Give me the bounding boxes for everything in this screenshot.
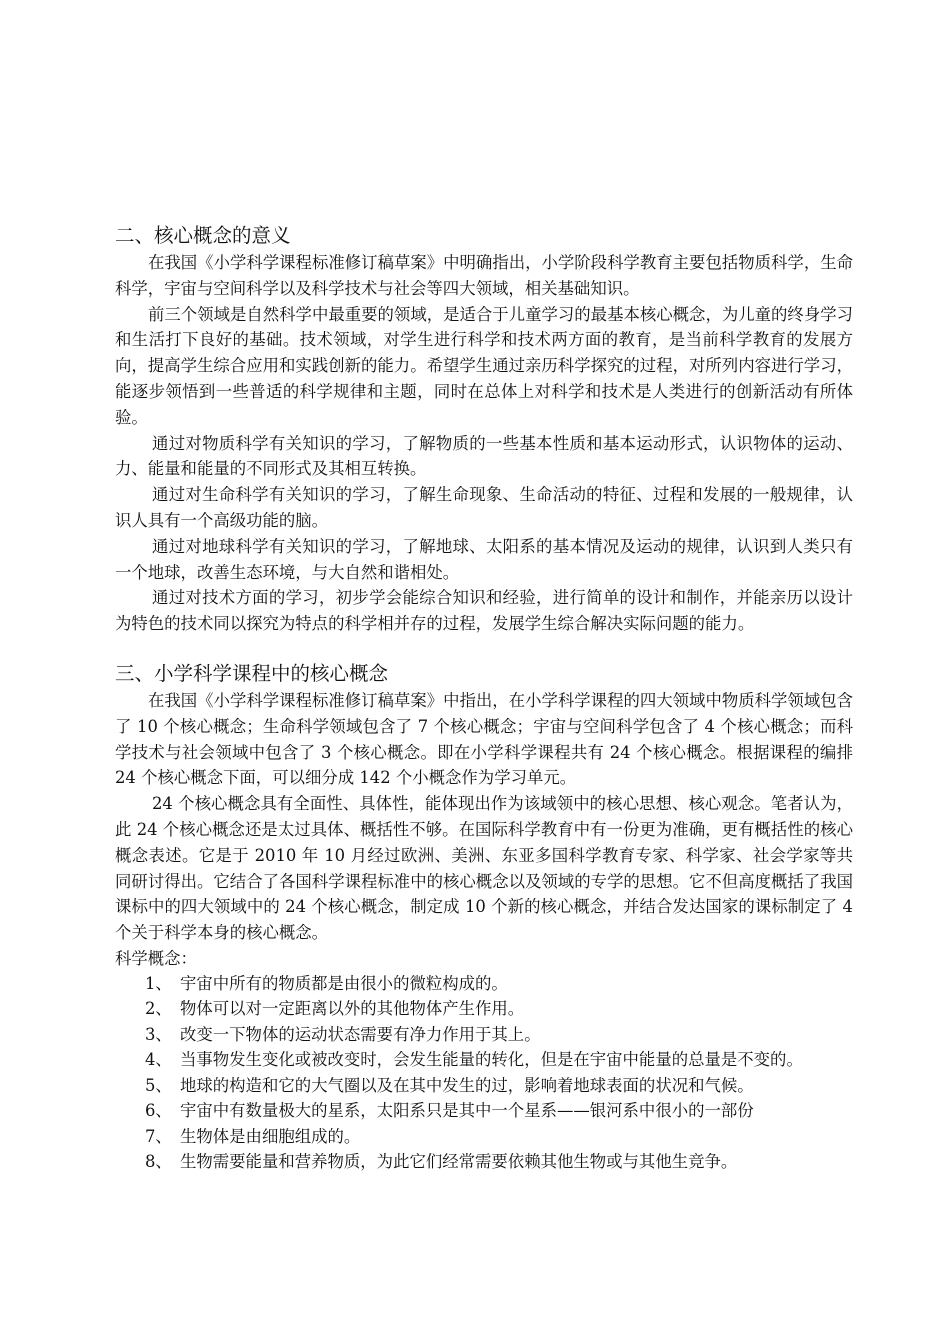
list-item-number: 2、 — [145, 999, 172, 1019]
section-2-paragraph-2: 前三个领域是自然科学中最重要的领域，是适合于儿童学习的最基本核心概念，为儿童的终身学习和生活打下良好的基础。技术领域，对学生进行科学和技术两方面的教育，是当前科学教育的发展方向，提高学生综合应用和实践创新的能力。希望学生通过亲历科学探究的过程，对所列内容进行学习，能逐步领悟到一些普适的科学规律和主题，同时在总体上对科学和技术是人类进行的创新活动有所体验。 — [115, 304, 853, 427]
list-item — [115, 1149, 853, 1175]
list-item-number: 6、 — [145, 1101, 172, 1121]
list-item-number: 5、 — [145, 1075, 172, 1095]
section-2-paragraph-3: 通过对物质科学有关知识的学习，了解物质的一些基本性质和基本运动形式，认识物体的运动、力、能量和能量的不同形式及其相互转换。 — [115, 433, 853, 479]
list-item-number: 1、 — [145, 973, 172, 993]
list-item-text: 宇宙中有数量极大的星系，太阳系只是其中一个星系——银河系中很小的一部份 — [180, 1101, 754, 1121]
section-2-paragraph-4: 通过对生命科学有关知识的学习，了解生命现象、生命活动的特征、过程和发展的一般规律，认识人具有一个高级功能的脑。 — [115, 485, 853, 530]
list-item-text: 地球的构造和它的大气圈以及在其中发生的过，影响着地球表面的状况和气候。 — [180, 1075, 754, 1095]
section-3-heading: 三、小学科学课程中的核心概念 — [115, 661, 389, 685]
list-item-text: 生物体是由细胞组成的。 — [180, 1126, 361, 1146]
list-item — [115, 1098, 853, 1124]
list-item-number: 3、 — [145, 1024, 172, 1044]
science-concepts-label: 科学概念： — [115, 948, 197, 968]
list-item-text: 当事物发生变化或被改变时，会发生能量的转化，但是在宇宙中能量的总量是不变的。 — [180, 1050, 803, 1070]
document-body — [115, 222, 853, 1175]
list-item-text: 物体可以对一定距离以外的其他物体产生作用。 — [180, 999, 525, 1019]
list-item-number: 4、 — [145, 1050, 172, 1070]
list-item — [115, 1022, 853, 1048]
section-2-paragraph-1: 在我国《小学科学课程标准修订稿草案》中明确指出，小学阶段科学教育主要包括物质科学，生命科学，宇宙与空间科学以及科学技术与社会等四大领域，相关基础知识。 — [115, 253, 853, 298]
list-item-number: 8、 — [145, 1152, 172, 1172]
list-item — [115, 971, 853, 997]
list-item-text: 宇宙中所有的物质都是由很小的微粒构成的。 — [180, 973, 508, 993]
section-2-heading: 二、核心概念的意义 — [115, 224, 291, 247]
list-item — [115, 996, 853, 1022]
section-3-paragraph-2: 24 个核心概念具有全面性、具体性，能体现出作为该域领中的核心思想、核心观念。笔者认为，此 24 个核心概念还是太过具体、概括性不够。在国际科学教育中有一份更为准确，更有概括性的核心概念表述。它是于 2010 年 10 月经过欧洲、美洲、东亚多国科学教育专家、科学家、社会学家等共同研讨得出。它结合了各国科学课程标准中的核心概念以及领域的专学的思想。它不但高度概括了我国课标中的四大领域中的 24 个核心概念，制定成 10 个新的核心概念，并结合发达国家的课标制定了 4 个关于科学本身的核心概念。 — [115, 794, 853, 943]
list-item-text: 改变一下物体的运动状态需要有净力作用于其上。 — [180, 1024, 541, 1044]
section-2-paragraph-6: 通过对技术方面的学习，初步学会能综合知识和经验，进行简单的设计和制作，并能亲历以设计为特色的技术同以探究为特点的科学相并存的过程，发展学生综合解决实际问题的能力。 — [115, 588, 853, 634]
list-item-text: 生物需要能量和营养物质，为此它们经常需要依赖其他生物或与其他生竞争。 — [180, 1152, 738, 1172]
science-concepts-list — [115, 971, 853, 1175]
section-3-paragraph-1: 在我国《小学科学课程标准修订稿草案》中指出，在小学科学课程的四大领域中物质科学领域包含了 10 个核心概念；生命科学领域包含了 7 个核心概念；宇宙与空间科学包含了 4 个核心概念；而科学技术与社会领域中包含了 3 个核心概念。即在小学科学课程共有 24 个核心概念。根据课程的编排 24 个核心概念下面，可以细分成 142 个小概念作为学习单元。 — [115, 690, 853, 788]
list-item — [115, 1047, 853, 1073]
list-item-number: 7、 — [145, 1126, 172, 1146]
section-2-paragraph-5: 通过对地球科学有关知识的学习，了解地球、太阳系的基本情况及运动的规律，认识到人类只有一个地球，改善生态环境，与大自然和谐相处。 — [115, 536, 853, 582]
list-item — [115, 1073, 853, 1099]
list-item — [115, 1124, 853, 1150]
